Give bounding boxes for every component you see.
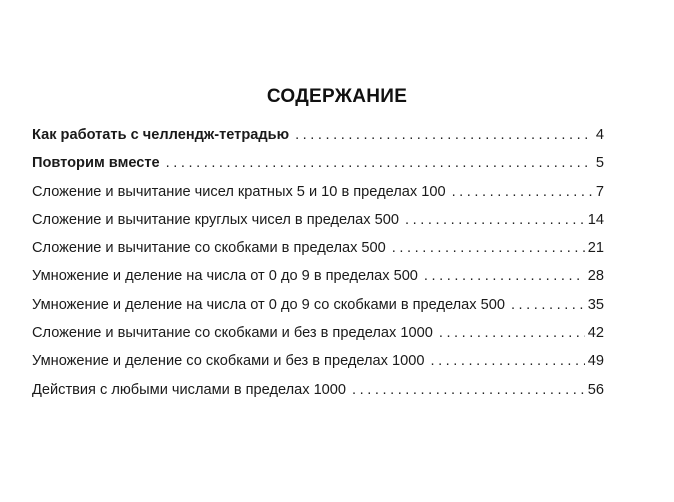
dot-leader xyxy=(424,266,585,286)
toc-entry-page-number: 5 xyxy=(595,155,604,172)
toc-entry-title: Умножение и деление на числа от 0 до 9 со скобками в пределах 500 xyxy=(32,296,505,313)
toc-entry[interactable] xyxy=(32,210,604,238)
toc-entry[interactable] xyxy=(32,182,604,210)
toc-entry-page-number: 42 xyxy=(587,325,604,342)
toc-entry[interactable] xyxy=(32,125,604,153)
dot-leader xyxy=(295,125,593,145)
dot-leader xyxy=(405,210,585,230)
toc-entry[interactable] xyxy=(32,238,604,266)
toc-entry-title: Умножение и деление на числа от 0 до 9 в пределах 500 xyxy=(32,268,418,285)
toc-entry[interactable] xyxy=(32,380,604,408)
page-title: СОДЕРЖАНИЕ xyxy=(266,86,408,107)
toc-entry-page-number: 49 xyxy=(587,353,604,370)
toc-entry-title: Сложение и вычитание со скобками и без в пределах 1000 xyxy=(32,325,433,342)
dot-leader xyxy=(430,351,584,371)
toc-entry-page-number: 7 xyxy=(595,183,604,200)
toc-entry-title: Умножение и деление со скобками и без в пределах 1000 xyxy=(32,353,425,370)
dot-leader xyxy=(452,182,593,202)
dot-leader xyxy=(439,323,585,343)
toc-entry[interactable] xyxy=(32,153,604,181)
dot-leader xyxy=(166,153,593,173)
toc-entry-page-number: 4 xyxy=(595,127,604,143)
dot-leader xyxy=(352,380,585,400)
toc-entry[interactable] xyxy=(32,295,604,323)
dot-leader xyxy=(392,238,585,258)
toc-entry[interactable] xyxy=(32,351,604,379)
toc-entry-page-number: 35 xyxy=(587,296,604,313)
toc-entry-title: Сложение и вычитание круглых чисел в пределах 500 xyxy=(32,211,400,228)
toc-entry-title: Сложение и вычитание чисел кратных 5 и 10 в пределах 100 xyxy=(32,183,446,200)
table-of-contents xyxy=(32,125,604,408)
toc-entry-page-number: 28 xyxy=(587,268,604,285)
dot-leader xyxy=(511,295,585,315)
toc-entry-page-number: 14 xyxy=(587,211,604,228)
toc-entry-title: Как работать с челлендж-тетрадью xyxy=(32,127,290,143)
toc-entry-title: Сложение и вычитание со скобками в пределах 500 xyxy=(32,240,386,257)
toc-entry[interactable] xyxy=(32,323,604,351)
toc-entry-page-number: 56 xyxy=(587,381,604,398)
toc-entry-title: Действия с любыми числами в пределах 1000 xyxy=(32,381,347,398)
toc-entry-page-number: 21 xyxy=(587,240,604,257)
toc-entry[interactable] xyxy=(32,266,604,294)
toc-entry-title: Повторим вместе xyxy=(32,155,160,172)
